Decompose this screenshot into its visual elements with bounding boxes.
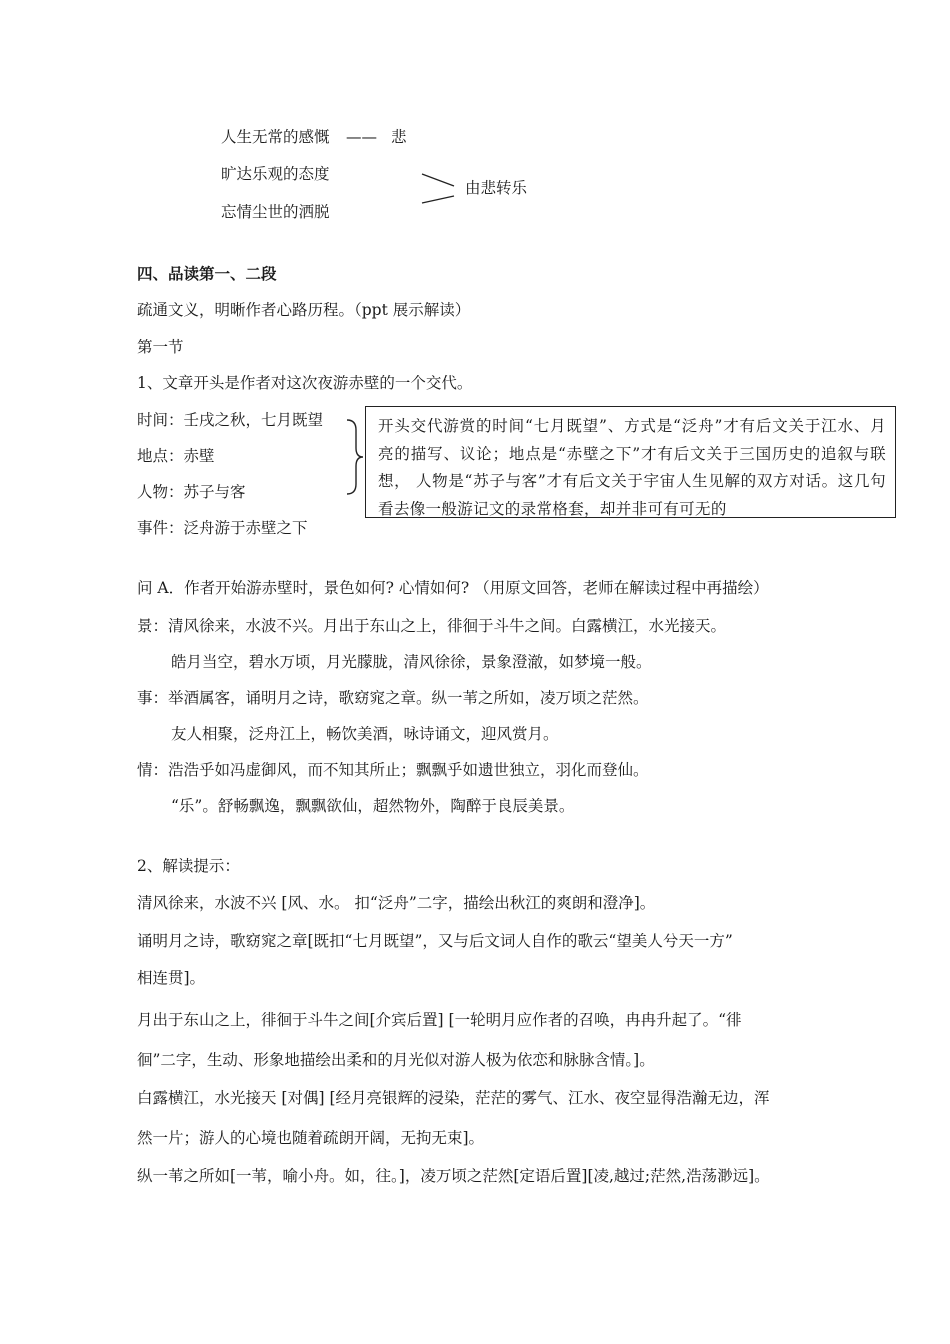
hint-4a: 白露横江，水光接天 [对偶] [经月亮银辉的浸染，茫茫的雾气、江水、夜空显得浩瀚无边，浑 — [137, 1089, 770, 1107]
section-intro: 疏通文义，明晰作者心路历程。（ppt 展示解读） — [137, 301, 471, 319]
summary-arrow-result: 由悲转乐 — [465, 179, 528, 197]
fact-people: 人物：苏子与客 — [137, 483, 246, 501]
emotion-text: 浩浩乎如冯虚御风，而不知其所止；飘飘乎如遗世独立，羽化而登仙。 — [168, 761, 649, 779]
summary-line-2: 旷达乐观的态度 — [221, 165, 330, 183]
summary-line-1-text: 人生无常的感慨 — [221, 128, 330, 146]
summary-line-1-dash: —— — [346, 128, 377, 146]
hint-4b: 然一片；游人的心境也随着疏朗开阔，无拘无束]。 — [137, 1129, 485, 1147]
hints-heading: 2、解读提示： — [137, 857, 240, 875]
hint-5: 纵一苇之所如[一苇，喻小舟。如，往。]，凌万顷之茫然[定语后置][凌,越过;茫然,浩荡渺远]。 — [137, 1167, 770, 1185]
event-label: 事： — [137, 689, 169, 707]
fact-event: 事件：泛舟游于赤壁之下 — [137, 519, 308, 537]
scene-desc: 皓月当空，碧水万顷，月光朦胧，清风徐徐，景象澄澈，如梦境一般。 — [171, 653, 652, 671]
annotation-text: 开头交代游赏的时间“七月既望”、方式是“泛舟”才有后文关于江水、月亮的描写、议论；地点是“赤壁之下”才有后文关于三国历史的追叙与联想， 人物是“苏子与客”才有后文关于宇宙人生见解的双方对话。这几句看去像一般游记文的录常格套，却并非可有可无的 — [378, 417, 886, 518]
hint-1: 清风徐来，水波不兴 [风、水。 扣“泛舟”二字，描绘出秋江的爽朗和澄净]。 — [137, 894, 656, 912]
section-heading: 四、品读第一、二段 — [137, 265, 277, 283]
emotion-desc: “乐”。舒畅飘逸，飘飘欲仙，超然物外，陶醉于良辰美景。 — [171, 797, 575, 815]
summary-line-1-result: 悲 — [391, 128, 407, 146]
hint-2b: 相连贯]。 — [137, 969, 206, 987]
scene-label: 景： — [137, 617, 169, 635]
event-text: 举酒属客，诵明月之诗，歌窈窕之章。纵一苇之所如，凌万顷之茫然。 — [168, 689, 649, 707]
summary-line-3: 忘情尘世的洒脱 — [221, 203, 330, 221]
converge-lines-icon — [420, 170, 460, 206]
subheading: 第一节 — [137, 338, 184, 356]
fact-time: 时间：壬戌之秋，七月既望 — [137, 411, 324, 429]
emotion-label: 情： — [137, 761, 169, 779]
annotation-box — [365, 406, 896, 518]
fact-place: 地点：赤壁 — [137, 447, 215, 465]
question-a: 问 A．作者开始游赤壁时，景色如何? 心情如何? （用原文回答，老师在解读过程中再描绘） — [137, 579, 769, 597]
event-desc: 友人相聚，泛舟江上，畅饮美酒，咏诗诵文，迎风赏月。 — [171, 725, 559, 743]
hint-3a: 月出于东山之上，徘徊于斗牛之间[介宾后置] [一轮明月应作者的召唤，冉冉升起了。“徘 — [137, 1011, 742, 1029]
brace-icon — [343, 418, 365, 496]
hint-3b: 徊”二字，生动、形象地描绘出柔和的月光似对游人极为依恋和脉脉含情。]。 — [137, 1051, 655, 1069]
scene-text: 清风徐来，水波不兴。月出于东山之上，徘徊于斗牛之间。白露横江，水光接天。 — [168, 617, 727, 635]
item-1: 1、文章开头是作者对这次夜游赤壁的一个交代。 — [137, 374, 473, 392]
hint-2a: 诵明月之诗，歌窈窕之章[既扣“七月既望”，又与后文词人自作的歌云“望美人兮天一方” — [137, 932, 733, 950]
